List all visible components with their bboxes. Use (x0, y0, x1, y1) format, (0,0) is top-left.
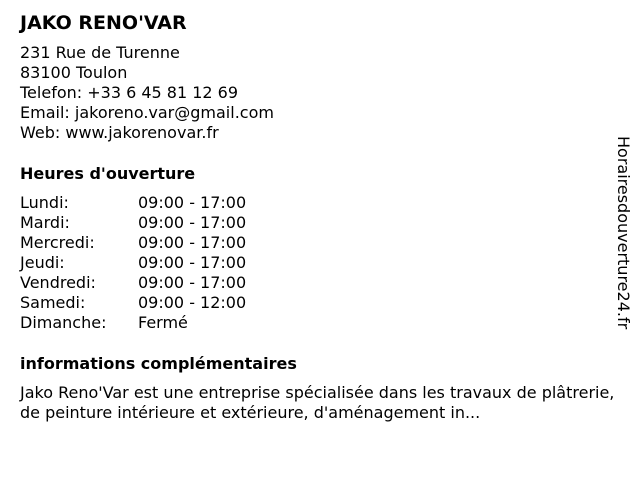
hours-day: Jeudi: (20, 253, 65, 272)
hours-row-lundi (20, 193, 246, 213)
hours-row-mardi (20, 213, 246, 233)
sidebar-brand-watermark: Horairesdouverture24.fr (614, 136, 633, 330)
hours-row-vendredi (20, 273, 246, 293)
hours-row-samedi (20, 293, 246, 313)
hours-day: Dimanche: (20, 313, 107, 332)
hours-row-jeudi (20, 253, 246, 273)
hours-time: 09:00 - 17:00 (138, 233, 247, 252)
hours-time: 09:00 - 17:00 (138, 253, 247, 272)
hours-day: Mercredi: (20, 233, 95, 252)
hours-day: Vendredi: (20, 273, 96, 292)
business-contact-block (20, 43, 274, 143)
hours-row-dimanche (20, 313, 246, 333)
hours-table (20, 193, 246, 333)
hours-time: 09:00 - 17:00 (138, 273, 247, 292)
hours-time: 09:00 - 17:00 (138, 213, 247, 232)
info-heading: informations complémentaires (20, 354, 297, 373)
business-website: Web: www.jakorenovar.fr (20, 123, 219, 142)
hours-heading: Heures d'ouverture (20, 164, 196, 183)
business-street: 231 Rue de Turenne (20, 43, 180, 62)
business-phone: Telefon: +33 6 45 81 12 69 (20, 83, 239, 102)
hours-time: Fermé (138, 313, 188, 332)
info-description: Jako Reno'Var est une entreprise spécialisée dans les travaux de plâtrerie, de peinture intérieure et extérieure, d'aménagement in... (20, 383, 615, 422)
hours-day: Mardi: (20, 213, 70, 232)
business-city: 83100 Toulon (20, 63, 128, 82)
hours-row-mercredi (20, 233, 246, 253)
hours-day: Lundi: (20, 193, 69, 212)
hours-time: 09:00 - 17:00 (138, 193, 247, 212)
hours-time: 09:00 - 12:00 (138, 293, 247, 312)
business-email: Email: jakoreno.var@gmail.com (20, 103, 274, 122)
hours-day: Samedi: (20, 293, 86, 312)
business-name: JAKO RENO'VAR (20, 12, 187, 34)
